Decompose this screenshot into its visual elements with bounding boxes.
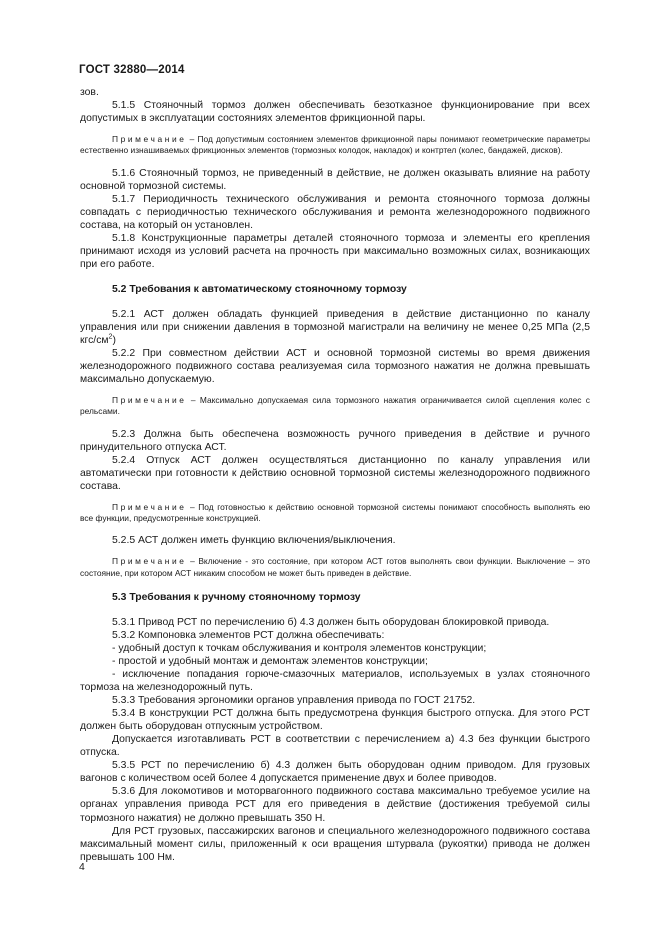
- note-label: Примечание: [112, 501, 187, 512]
- note-text: – Под готовностью к действию основной тормозной системы понимают способность выполнять ею все функции, предусмотренные конструкцией.: [80, 501, 590, 524]
- note-4: [80, 556, 590, 578]
- paragraph-continuation: зов.: [80, 87, 99, 98]
- note-1: [80, 134, 590, 156]
- superscript: 2: [108, 333, 113, 341]
- list-item: - удобный доступ к точкам обслуживания и контроля элементов конструкции;: [112, 642, 487, 654]
- paragraph-5-2-3: 5.2.3 Должна быть обеспечена возможность ручного приведения в действие и ручного принудительного отпуска АСТ.: [80, 428, 590, 453]
- paragraph-5-2-1-text: 5.2.1 АСТ должен обладать функцией приведения в действие дистанционно по каналу управления или при снижении давления в тормозной магистрали на величину не менее 0,25 МПа (2,5 кгс/см: [80, 308, 590, 347]
- note-text: – Максимально допускаемая сила тормозного нажатия ограничивается силой сцепления колес с рельсами.: [80, 395, 590, 417]
- note-label: Примечание: [112, 134, 187, 145]
- paragraph-5-3-3: 5.3.3 Требования эргономики органов управления привода по ГОСТ 21752.: [112, 695, 476, 707]
- paragraph-5-2-1-end: ): [112, 335, 116, 347]
- document-header: ГОСТ 32880—2014: [79, 64, 185, 76]
- paragraph-5-3-2: 5.3.2 Компоновка элементов РСТ должна обеспечивать:: [112, 629, 385, 641]
- paragraph-5-3-6-b: Для РСТ грузовых, пассажирских вагонов и специального железнодорожного подвижного состава максимальный момент силы, приложенный к оси вращения штурвала (рукоятки) привода не должен превышать 100 Нм.: [80, 825, 590, 863]
- paragraph-5-3-1: 5.3.1 Привод РСТ по перечислению б) 4.3 должен быть оборудован блокировкой привода.: [112, 616, 550, 628]
- paragraph-5-2-5: 5.2.5 АСТ должен иметь функцию включения/выключения.: [112, 535, 396, 547]
- paragraph-5-3-5: 5.3.5 РСТ по перечислению б) 4.3 должен быть оборудован одним приводом. Для грузовых вагонов с количеством осей более 4 допускается применение двух и более приводов.: [80, 760, 590, 785]
- paragraph-5-1-5: 5.1.5 Стояночный тормоз должен обеспечивать безотказное функционирование при всех допустимых в эксплуатации состояниях элементов фрикционной пары.: [80, 100, 590, 125]
- list-item: - простой и удобный монтаж и демонтаж элементов конструкции;: [112, 655, 428, 667]
- list-item: - исключение попадания горюче-смазочных материалов, используемых в узлах стояночного тормоза на железнодорожный путь.: [80, 668, 590, 694]
- note-label: Примечание: [112, 395, 187, 406]
- paragraph-5-2-4: 5.2.4 Отпуск АСТ должен осуществляться дистанционно по каналу управления или автоматически при готовности к действию основной тормозной системы железнодорожного подвижного состава.: [80, 454, 590, 492]
- paragraph-5-3-4-b: Допускается изготавливать РСТ в соответствии с перечислением а) 4.3 без функции быстрого отпуска.: [80, 734, 590, 759]
- section-heading-5-3: 5.3 Требования к ручному стояночному тормозу: [112, 591, 361, 603]
- note-text: – Под допустимым состоянием элементов фрикционной пары понимают геометрические параметры естественно изнашиваемых фрикционных элементов (тормозных колодок, накладок) и контртел (колес, бандажей, дисков).: [80, 134, 590, 156]
- note-3: [80, 502, 590, 524]
- note-2: [80, 395, 590, 417]
- document-body: [80, 86, 590, 864]
- section-heading-5-2: 5.2 Требования к автоматическому стояночному тормозу: [112, 283, 407, 295]
- paragraph-5-1-8: 5.1.8 Конструкционные параметры деталей стояночного тормоза и элементы его крепления принимают исходя из условий расчета на прочность при максимально возможных силах, возникающих при его работе.: [80, 232, 590, 270]
- paragraph-5-2-2: 5.2.2 При совместном действии АСТ и основной тормозной системы во время движения железнодорожного подвижного состава реализуемая сила тормозного нажатия не должна превышать максимально допускаемую.: [80, 348, 590, 386]
- note-label: Примечание: [112, 556, 187, 567]
- paragraph-5-1-7: 5.1.7 Периодичность технического обслуживания и ремонта стояночного тормоза должны совпадать с периодичностью технического обслуживания и ремонта железнодорожного подвижного состава, на который он установлен.: [80, 193, 590, 231]
- note-text: – Включение - это состояние, при котором АСТ готов выполнять свои функции. Выключение – это состояние, при котором АСТ никаким способом не может быть приведен в действие.: [80, 556, 590, 578]
- paragraph-5-1-6: 5.1.6 Стояночный тормоз, не приведенный в действие, не должен оказывать влияние на работу основной тормозной системы.: [80, 167, 590, 192]
- paragraph-5-2-1: [80, 308, 590, 347]
- paragraph-5-3-6: 5.3.6 Для локомотивов и моторвагонного подвижного состава максимально требуемое усилие на органах управления привода РСТ для его приведения в действие (достижения требуемой силы тормозного нажатия) не должно превышать 350 Н.: [80, 786, 590, 824]
- paragraph-5-3-4: 5.3.4 В конструкции РСТ должна быть предусмотрена функция быстрого отпуска. Для этого РСТ должен быть оборудован отпускным устройством.: [80, 708, 590, 733]
- page-number: 4: [79, 862, 85, 873]
